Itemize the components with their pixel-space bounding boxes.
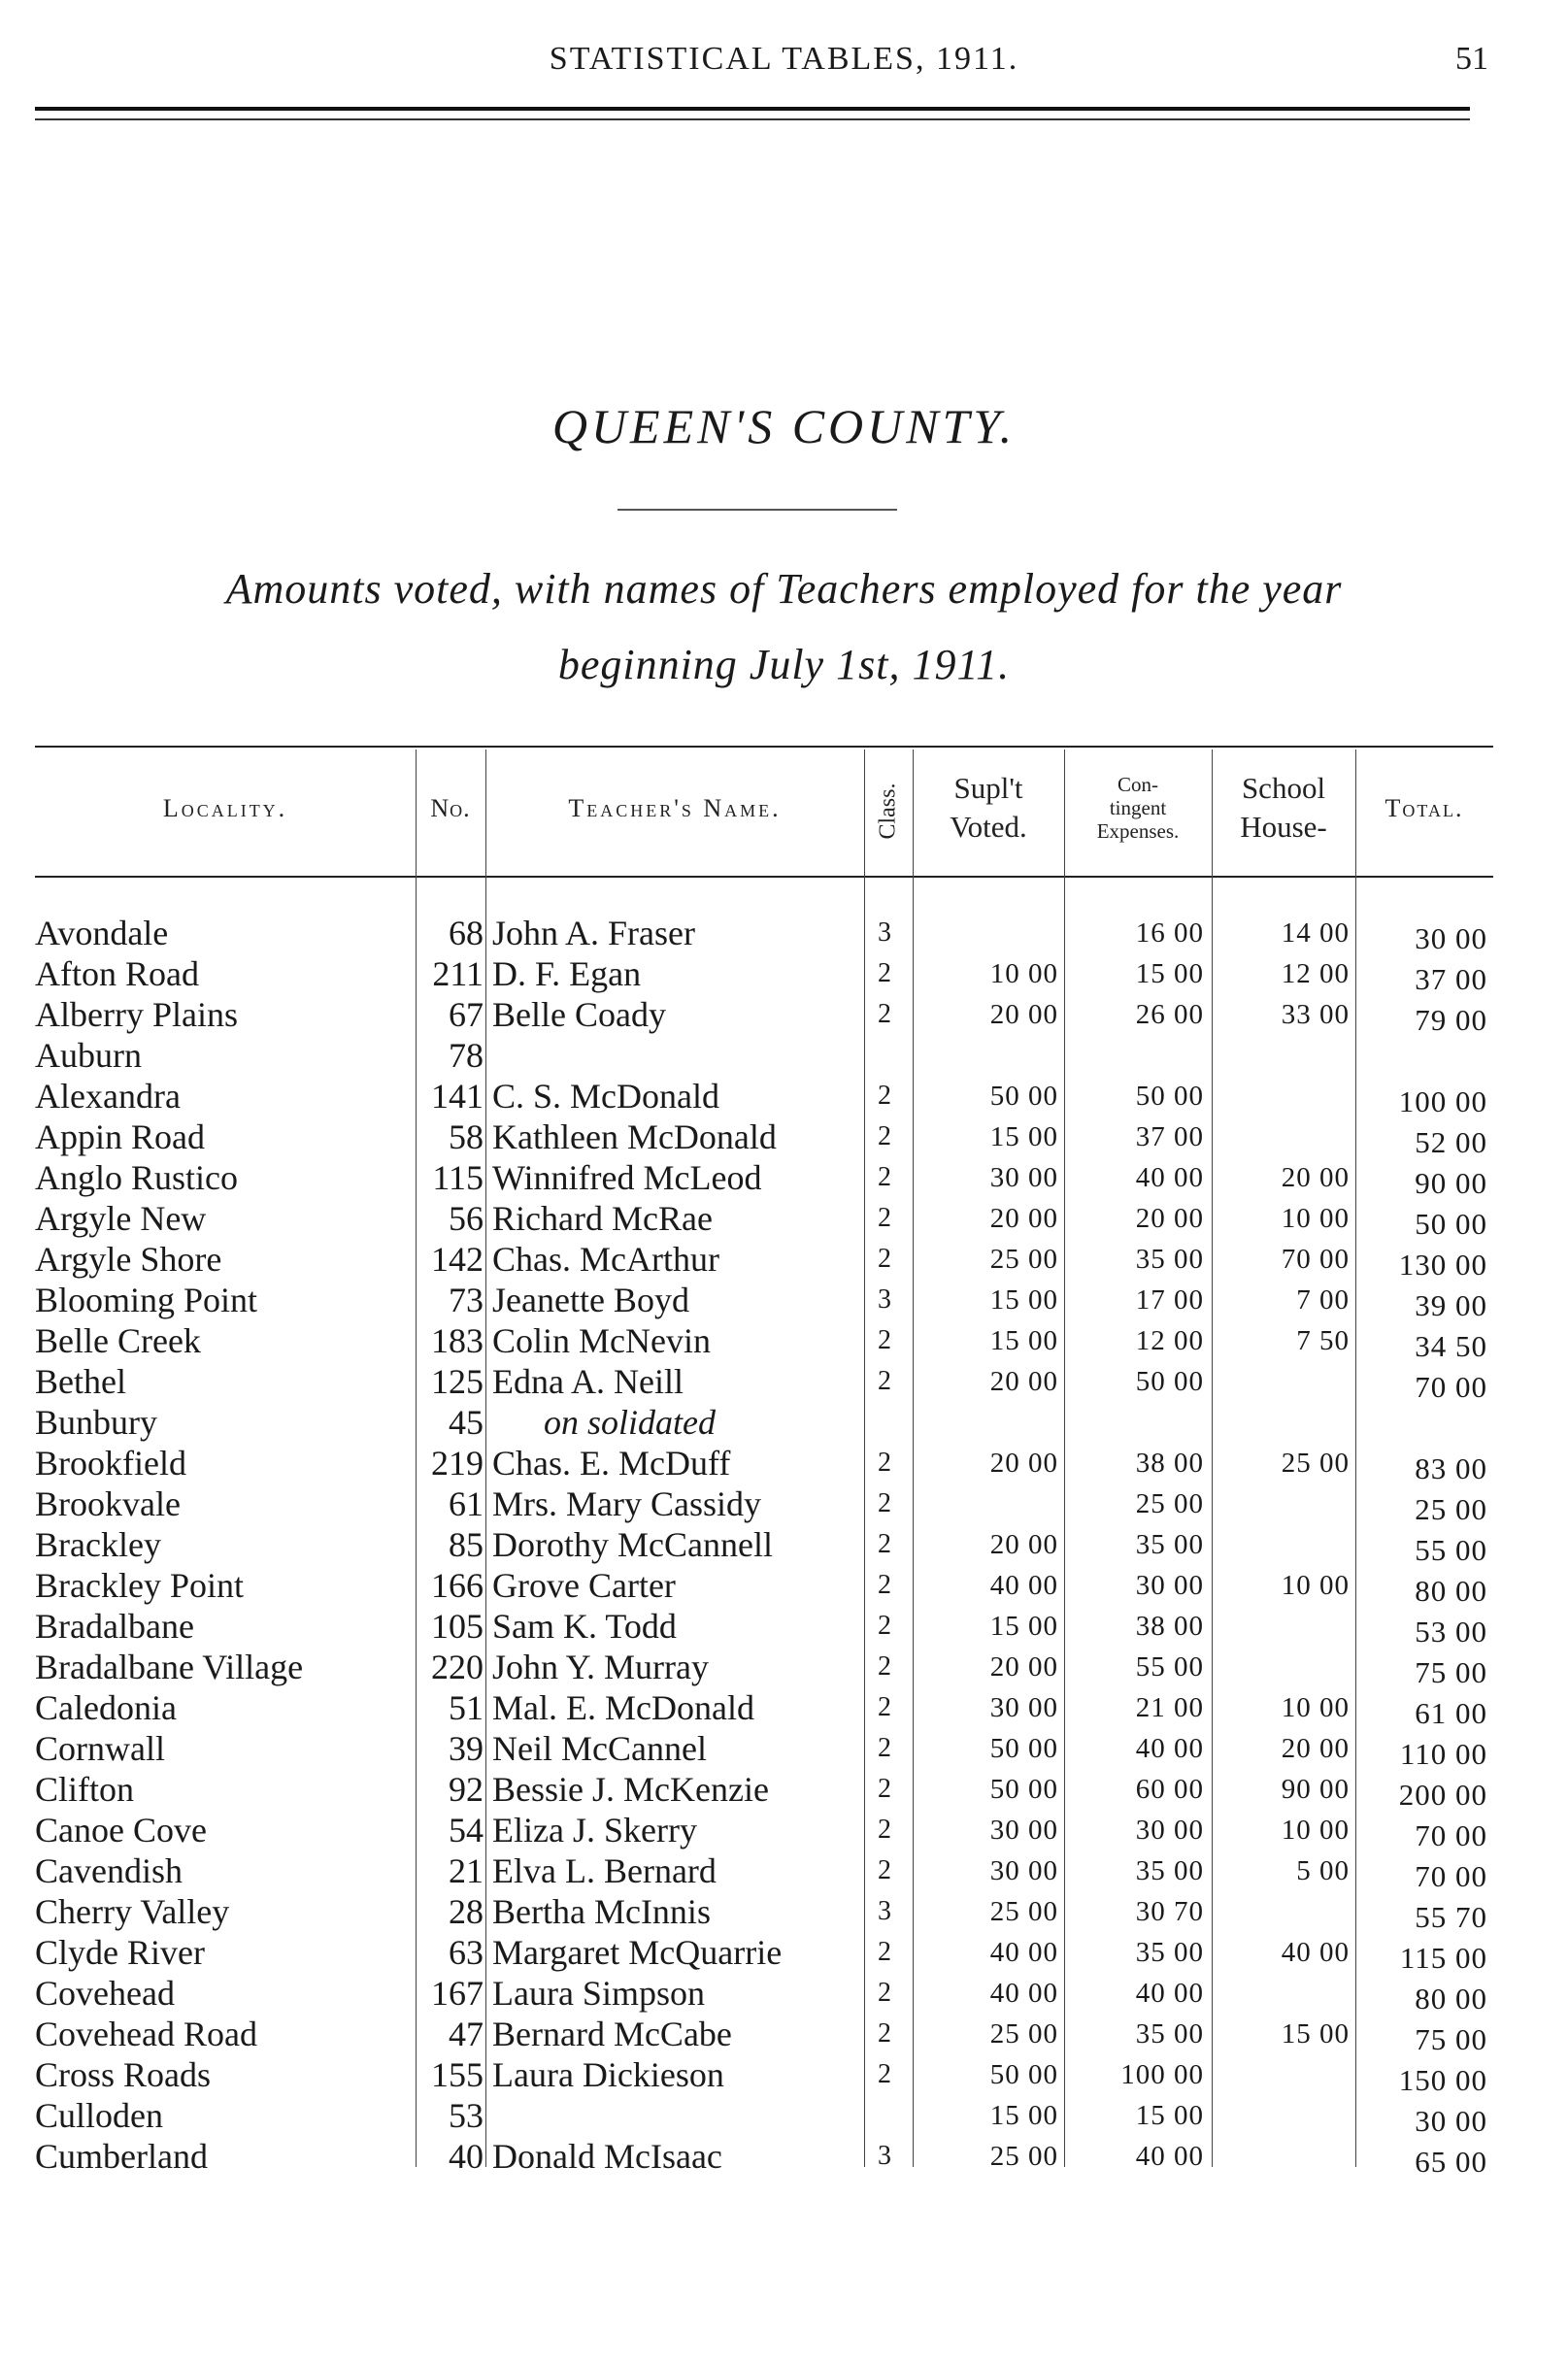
table-row	[0, 1116, 1568, 1157]
table-row	[0, 994, 1568, 1035]
class-cell: 2	[878, 1488, 891, 1518]
teacher-name-cell: Laura Dickieson	[492, 2055, 724, 2094]
supplement-cell: 30 00	[989, 1815, 1058, 1846]
teacher-name-cell: Donald McIsaac	[492, 2137, 722, 2176]
number-cell: 92	[449, 1770, 484, 1809]
teacher-name-cell: Jeanette Boyd	[492, 1281, 689, 1319]
supplement-cell: 50 00	[989, 1733, 1058, 1764]
supplement-cell: 30 00	[989, 1855, 1058, 1886]
supplement-cell: 20 00	[989, 1366, 1058, 1397]
total-cell: 53 00	[1415, 1615, 1487, 1649]
class-cell: 2	[878, 1692, 891, 1722]
teacher-name-cell: Mal. E. McDonald	[492, 1688, 754, 1727]
total-cell: 80 00	[1415, 1574, 1487, 1608]
contingent-cell: 35 00	[1135, 1529, 1204, 1560]
locality-cell: Belle Creek	[35, 1321, 201, 1360]
school-house-cell: 12 00	[1281, 958, 1350, 989]
number-cell: 85	[449, 1525, 484, 1564]
subtitle-line-1: Amounts voted, with names of Teachers employed for the year	[225, 565, 1343, 613]
school-house-cell: 15 00	[1281, 2018, 1350, 2049]
locality-cell: Cornwall	[35, 1729, 165, 1768]
total-cell	[1363, 1402, 1487, 1408]
school-house-cell: 5 00	[1296, 1855, 1350, 1886]
total-cell: 30 00	[1415, 2104, 1487, 2138]
contingent-cell: 12 00	[1135, 1325, 1204, 1356]
number-cell: 45	[449, 1403, 484, 1442]
total-cell: 130 00	[1398, 1248, 1487, 1282]
teacher-name-cell: Colin McNevin	[492, 1321, 711, 1360]
supplement-cell: 15 00	[989, 1121, 1058, 1152]
number-cell: 51	[449, 1688, 484, 1727]
contingent-cell: 35 00	[1135, 2018, 1204, 2049]
supplement-cell: 40 00	[989, 1937, 1058, 1968]
teacher-name-cell: Laura Simpson	[492, 1974, 705, 2013]
class-cell: 2	[878, 1325, 891, 1355]
table-row	[0, 1728, 1568, 1769]
school-house-cell: 33 00	[1281, 999, 1350, 1030]
total-cell: 150 00	[1398, 2063, 1487, 2097]
number-cell: 73	[449, 1281, 484, 1319]
teacher-name-cell: Bertha McInnis	[492, 1892, 711, 1931]
table-row	[0, 1606, 1568, 1647]
table-row	[0, 953, 1568, 994]
table-row	[0, 1402, 1568, 1443]
table-row	[0, 1891, 1568, 1932]
running-title: STATISTICAL TABLES, 1911.	[549, 41, 1019, 77]
locality-cell: Covehead	[35, 1974, 175, 2013]
total-cell: 70 00	[1415, 1370, 1487, 1404]
supplement-cell: 25 00	[989, 1896, 1058, 1927]
table-row	[0, 1198, 1568, 1239]
locality-cell: Covehead Road	[35, 2015, 257, 2053]
locality-cell: Bradalbane Village	[35, 1648, 304, 1686]
table-row	[0, 1565, 1568, 1606]
total-cell: 50 00	[1415, 1207, 1487, 1241]
teacher-name-cell: Bessie J. McKenzie	[492, 1770, 769, 1809]
teacher-name-cell: on solidated	[544, 1403, 716, 1442]
contingent-cell: 30 00	[1135, 1815, 1204, 1846]
contingent-cell: 38 00	[1135, 1448, 1204, 1479]
locality-cell: Bethel	[35, 1362, 126, 1401]
class-cell: 2	[878, 1815, 891, 1845]
number-cell: 54	[449, 1811, 484, 1849]
contingent-cell: 40 00	[1135, 2141, 1204, 2172]
teacher-name-cell: Edna A. Neill	[492, 1362, 684, 1401]
class-cell: 3	[878, 1284, 891, 1315]
school-header-line-1: School	[1241, 771, 1326, 805]
supplement-cell: 30 00	[989, 1692, 1058, 1723]
locality-cell: Appin Road	[35, 1117, 205, 1156]
teacher-name-cell: John Y. Murray	[492, 1648, 709, 1686]
table-row	[0, 1932, 1568, 1973]
school-house-cell: 10 00	[1281, 1570, 1350, 1601]
class-cell: 2	[878, 1651, 891, 1682]
school-house-cell: 20 00	[1281, 1733, 1350, 1764]
title-divider	[617, 509, 897, 511]
contingent-cell: 35 00	[1135, 1244, 1204, 1275]
class-cell: 2	[878, 1978, 891, 2008]
total-cell: 75 00	[1415, 1655, 1487, 1689]
locality-cell: Blooming Point	[35, 1281, 258, 1319]
supplement-cell: 15 00	[989, 1325, 1058, 1356]
supplement-cell: 15 00	[989, 2100, 1058, 2131]
school-house-cell: 7 50	[1296, 1325, 1350, 1356]
locality-cell: Alberry Plains	[35, 995, 238, 1034]
locality-cell: Brookfield	[35, 1444, 186, 1483]
table-top-rule	[35, 746, 1493, 748]
number-cell: 63	[449, 1933, 484, 1972]
contingent-header-line-2: tingent	[1109, 796, 1167, 819]
contingent-cell: 55 00	[1135, 1651, 1204, 1683]
table-row	[0, 1361, 1568, 1402]
school-house-cell: 25 00	[1281, 1448, 1350, 1479]
supplement-cell: 30 00	[989, 1162, 1058, 1193]
total-cell: 75 00	[1415, 2022, 1487, 2056]
supplement-cell: 20 00	[989, 1448, 1058, 1479]
supplement-cell: 25 00	[989, 2018, 1058, 2049]
contingent-cell: 40 00	[1135, 1162, 1204, 1193]
table-row	[0, 1524, 1568, 1565]
supplement-cell: 40 00	[989, 1570, 1058, 1601]
page-number: 51	[1455, 41, 1488, 77]
class-cell: 3	[878, 1896, 891, 1926]
total-cell: 30 00	[1415, 921, 1487, 955]
school-house-cell: 40 00	[1281, 1937, 1350, 1968]
contingent-cell: 30 70	[1135, 1896, 1204, 1927]
supplement-cell: 40 00	[989, 1978, 1058, 2009]
column-header-teacher: Teacher's Name.	[568, 794, 782, 822]
total-cell: 61 00	[1415, 1696, 1487, 1730]
total-cell: 34 50	[1415, 1329, 1487, 1363]
number-cell: 58	[449, 1117, 484, 1156]
contingent-cell: 16 00	[1135, 917, 1204, 949]
number-cell: 166	[431, 1566, 484, 1605]
teacher-name-cell: Sam K. Todd	[492, 1607, 677, 1646]
column-header-no: No.	[430, 794, 471, 822]
table-row	[0, 1810, 1568, 1850]
locality-cell: Culloden	[35, 2096, 163, 2135]
number-cell: 21	[449, 1851, 484, 1890]
contingent-cell: 38 00	[1135, 1611, 1204, 1642]
contingent-cell: 50 00	[1135, 1081, 1204, 1112]
contingent-cell: 15 00	[1135, 958, 1204, 989]
locality-cell: Cherry Valley	[35, 1892, 230, 1931]
column-header-locality: Locality.	[162, 794, 288, 822]
school-house-cell: 20 00	[1281, 1162, 1350, 1193]
teacher-name-cell: Belle Coady	[492, 995, 666, 1034]
school-house-cell: 70 00	[1281, 1244, 1350, 1275]
locality-cell: Bunbury	[35, 1403, 157, 1442]
number-cell: 142	[431, 1240, 484, 1279]
teacher-name-cell: Neil McCannel	[492, 1729, 707, 1768]
teacher-name-cell: D. F. Egan	[492, 954, 642, 993]
supplement-cell: 20 00	[989, 1203, 1058, 1234]
teacher-name-cell: Richard McRae	[492, 1199, 713, 1238]
teacher-name-cell: Bernard McCabe	[492, 2015, 732, 2053]
supplement-header-line-1: Supl't	[953, 771, 1023, 805]
locality-cell: Clyde River	[35, 1933, 205, 1972]
contingent-cell: 35 00	[1135, 1937, 1204, 1968]
total-cell: 80 00	[1415, 1982, 1487, 2016]
teacher-name-cell: Chas. McArthur	[492, 1240, 719, 1279]
contingent-header-line-1: Con-	[1118, 773, 1158, 796]
teacher-name-cell: Mrs. Mary Cassidy	[492, 1484, 761, 1523]
contingent-cell: 15 00	[1135, 2100, 1204, 2131]
total-cell: 70 00	[1415, 1818, 1487, 1852]
supplement-cell: 20 00	[989, 1529, 1058, 1560]
supplement-cell: 15 00	[989, 1611, 1058, 1642]
locality-cell: Anglo Rustico	[35, 1158, 239, 1197]
number-cell: 155	[431, 2055, 484, 2094]
teacher-name-cell: Eliza J. Skerry	[492, 1811, 697, 1849]
class-cell: 2	[878, 1855, 891, 1885]
total-cell: 25 00	[1415, 1492, 1487, 1526]
number-cell: 78	[449, 1036, 484, 1075]
column-header-supplement	[913, 769, 1064, 847]
class-cell: 2	[878, 1121, 891, 1151]
contingent-cell: 50 00	[1135, 1366, 1204, 1397]
teacher-name-cell: John A. Fraser	[492, 914, 695, 952]
locality-cell: Brackley	[35, 1525, 161, 1564]
total-cell: 200 00	[1398, 1778, 1487, 1812]
number-cell: 211	[432, 954, 484, 993]
number-cell: 56	[449, 1199, 484, 1238]
class-cell: 2	[878, 1203, 891, 1233]
subtitle-line-2: beginning July 1st, 1911.	[557, 641, 1011, 688]
teacher-name-cell: Margaret McQuarrie	[492, 1933, 783, 1972]
class-cell: 2	[878, 1529, 891, 1559]
locality-cell: Brookvale	[35, 1484, 181, 1523]
number-cell: 183	[431, 1321, 484, 1360]
school-house-cell: 14 00	[1281, 917, 1350, 949]
locality-cell: Bradalbane	[35, 1607, 194, 1646]
contingent-cell: 30 00	[1135, 1570, 1204, 1601]
number-cell: 167	[431, 1974, 484, 2013]
table-row	[0, 1320, 1568, 1361]
class-cell: 2	[878, 1162, 891, 1192]
contingent-cell: 26 00	[1135, 999, 1204, 1030]
table-row	[0, 1483, 1568, 1524]
teacher-name-cell: Winnifred McLeod	[492, 1158, 762, 1197]
locality-cell: Argyle New	[35, 1199, 207, 1238]
total-cell: 55 70	[1415, 1900, 1487, 1934]
table-subtitle	[58, 551, 1510, 703]
column-header-school-house	[1212, 769, 1355, 847]
locality-cell: Clifton	[35, 1770, 135, 1809]
table-row	[0, 1157, 1568, 1198]
locality-cell: Caledonia	[35, 1688, 177, 1727]
number-cell: 141	[431, 1077, 484, 1116]
class-cell: 2	[878, 1774, 891, 1804]
contingent-cell: 25 00	[1135, 1488, 1204, 1519]
number-cell: 47	[449, 2015, 484, 2053]
header-rule-thick	[35, 107, 1470, 111]
number-cell: 53	[449, 2096, 484, 2135]
total-cell: 100 00	[1398, 1084, 1487, 1118]
number-cell: 28	[449, 1892, 484, 1931]
class-cell: 3	[878, 917, 891, 948]
table-row	[0, 2014, 1568, 2054]
total-cell: 110 00	[1399, 1737, 1487, 1771]
supplement-cell: 20 00	[989, 1651, 1058, 1683]
table-row	[0, 1850, 1568, 1891]
total-cell: 39 00	[1415, 1288, 1487, 1322]
supplement-cell: 20 00	[989, 999, 1058, 1030]
supplement-cell: 10 00	[989, 958, 1058, 989]
locality-cell: Canoe Cove	[35, 1811, 207, 1849]
locality-cell: Argyle Shore	[35, 1240, 222, 1279]
total-cell: 55 00	[1415, 1533, 1487, 1567]
school-house-cell: 10 00	[1281, 1692, 1350, 1723]
number-cell: 220	[431, 1648, 484, 1686]
contingent-cell: 40 00	[1135, 1978, 1204, 2009]
table-row	[0, 2095, 1568, 2136]
table-row	[0, 2136, 1568, 2177]
class-cell: 2	[878, 1937, 891, 1967]
header-rule-thin	[35, 118, 1470, 120]
number-cell: 115	[432, 1158, 484, 1197]
supplement-header-line-2: Voted.	[950, 810, 1027, 844]
teacher-name-cell: Chas. E. McDuff	[492, 1444, 731, 1483]
number-cell: 219	[431, 1444, 484, 1483]
contingent-cell: 60 00	[1135, 1774, 1204, 1805]
locality-cell: Auburn	[35, 1036, 142, 1075]
class-cell: 2	[878, 958, 891, 988]
table-row	[0, 2054, 1568, 2095]
total-cell: 90 00	[1415, 1166, 1487, 1200]
table-row	[0, 1769, 1568, 1810]
contingent-cell: 20 00	[1135, 1203, 1204, 1234]
table-row	[0, 1973, 1568, 2014]
locality-cell: Alexandra	[35, 1077, 181, 1116]
contingent-cell: 37 00	[1135, 1121, 1204, 1152]
table-row	[0, 1647, 1568, 1687]
table-row	[0, 1687, 1568, 1728]
number-cell: 40	[449, 2137, 484, 2176]
supplement-cell: 50 00	[989, 1774, 1058, 1805]
table-row	[0, 1443, 1568, 1483]
class-cell: 2	[878, 1570, 891, 1600]
contingent-cell: 35 00	[1135, 1855, 1204, 1886]
table-row	[0, 1239, 1568, 1280]
county-title: QUEEN'S COUNTY.	[551, 399, 1017, 453]
class-cell: 2	[878, 1244, 891, 1274]
school-house-cell: 10 00	[1281, 1203, 1350, 1234]
total-cell: 65 00	[1415, 2145, 1487, 2179]
locality-cell: Avondale	[35, 914, 169, 952]
school-house-cell: 90 00	[1281, 1774, 1350, 1805]
supplement-cell: 15 00	[989, 1284, 1058, 1316]
contingent-header-line-3: Expenses.	[1096, 819, 1180, 843]
number-cell: 105	[431, 1607, 484, 1646]
supplement-cell: 50 00	[989, 1081, 1058, 1112]
contingent-cell: 21 00	[1135, 1692, 1204, 1723]
class-cell: 2	[878, 1733, 891, 1763]
locality-cell: Cumberland	[35, 2137, 208, 2176]
class-cell: 2	[878, 1366, 891, 1396]
total-cell	[1363, 1035, 1487, 1041]
table-row	[0, 1076, 1568, 1116]
locality-cell: Cross Roads	[35, 2055, 212, 2094]
teacher-name-cell: Dorothy McCannell	[492, 1525, 773, 1564]
contingent-cell: 40 00	[1135, 1733, 1204, 1764]
class-cell: 2	[878, 1611, 891, 1641]
table-row	[0, 913, 1568, 953]
column-header-total: Total.	[1385, 794, 1464, 822]
teacher-name-cell: C. S. McDonald	[492, 1077, 719, 1116]
class-cell: 3	[878, 2141, 891, 2171]
number-cell: 61	[449, 1484, 484, 1523]
number-cell: 68	[449, 914, 484, 952]
class-cell: 2	[878, 2018, 891, 2049]
locality-cell: Brackley Point	[35, 1566, 244, 1605]
supplement-cell: 25 00	[989, 2141, 1058, 2172]
class-cell: 2	[878, 2059, 891, 2089]
class-cell: 2	[878, 1448, 891, 1478]
contingent-cell: 17 00	[1135, 1284, 1204, 1316]
number-cell: 67	[449, 995, 484, 1034]
supplement-cell: 50 00	[989, 2059, 1058, 2090]
locality-cell: Cavendish	[35, 1851, 183, 1890]
table-row	[0, 1035, 1568, 1076]
teacher-name-cell: Elva L. Bernard	[492, 1851, 717, 1890]
table-row	[0, 1280, 1568, 1320]
column-header-class: Class.	[875, 783, 901, 840]
total-cell: 37 00	[1415, 962, 1487, 996]
teacher-name-cell: Grove Carter	[492, 1566, 676, 1605]
school-house-cell: 7 00	[1296, 1284, 1350, 1316]
column-header-contingent	[1064, 773, 1212, 843]
school-header-line-2: House-	[1240, 810, 1327, 844]
teacher-name-cell: Kathleen McDonald	[492, 1117, 777, 1156]
supplement-cell: 25 00	[989, 1244, 1058, 1275]
total-cell: 70 00	[1415, 1859, 1487, 1893]
school-house-cell: 10 00	[1281, 1815, 1350, 1846]
number-cell: 125	[431, 1362, 484, 1401]
header-bottom-rule	[35, 876, 1493, 878]
class-cell: 2	[878, 999, 891, 1029]
total-cell: 115 00	[1399, 1941, 1487, 1975]
class-cell: 2	[878, 1081, 891, 1111]
total-cell: 83 00	[1415, 1451, 1487, 1485]
total-cell: 52 00	[1415, 1125, 1487, 1159]
locality-cell: Afton Road	[35, 954, 199, 993]
contingent-cell: 100 00	[1120, 2059, 1204, 2090]
number-cell: 39	[449, 1729, 484, 1768]
total-cell: 79 00	[1415, 1003, 1487, 1037]
